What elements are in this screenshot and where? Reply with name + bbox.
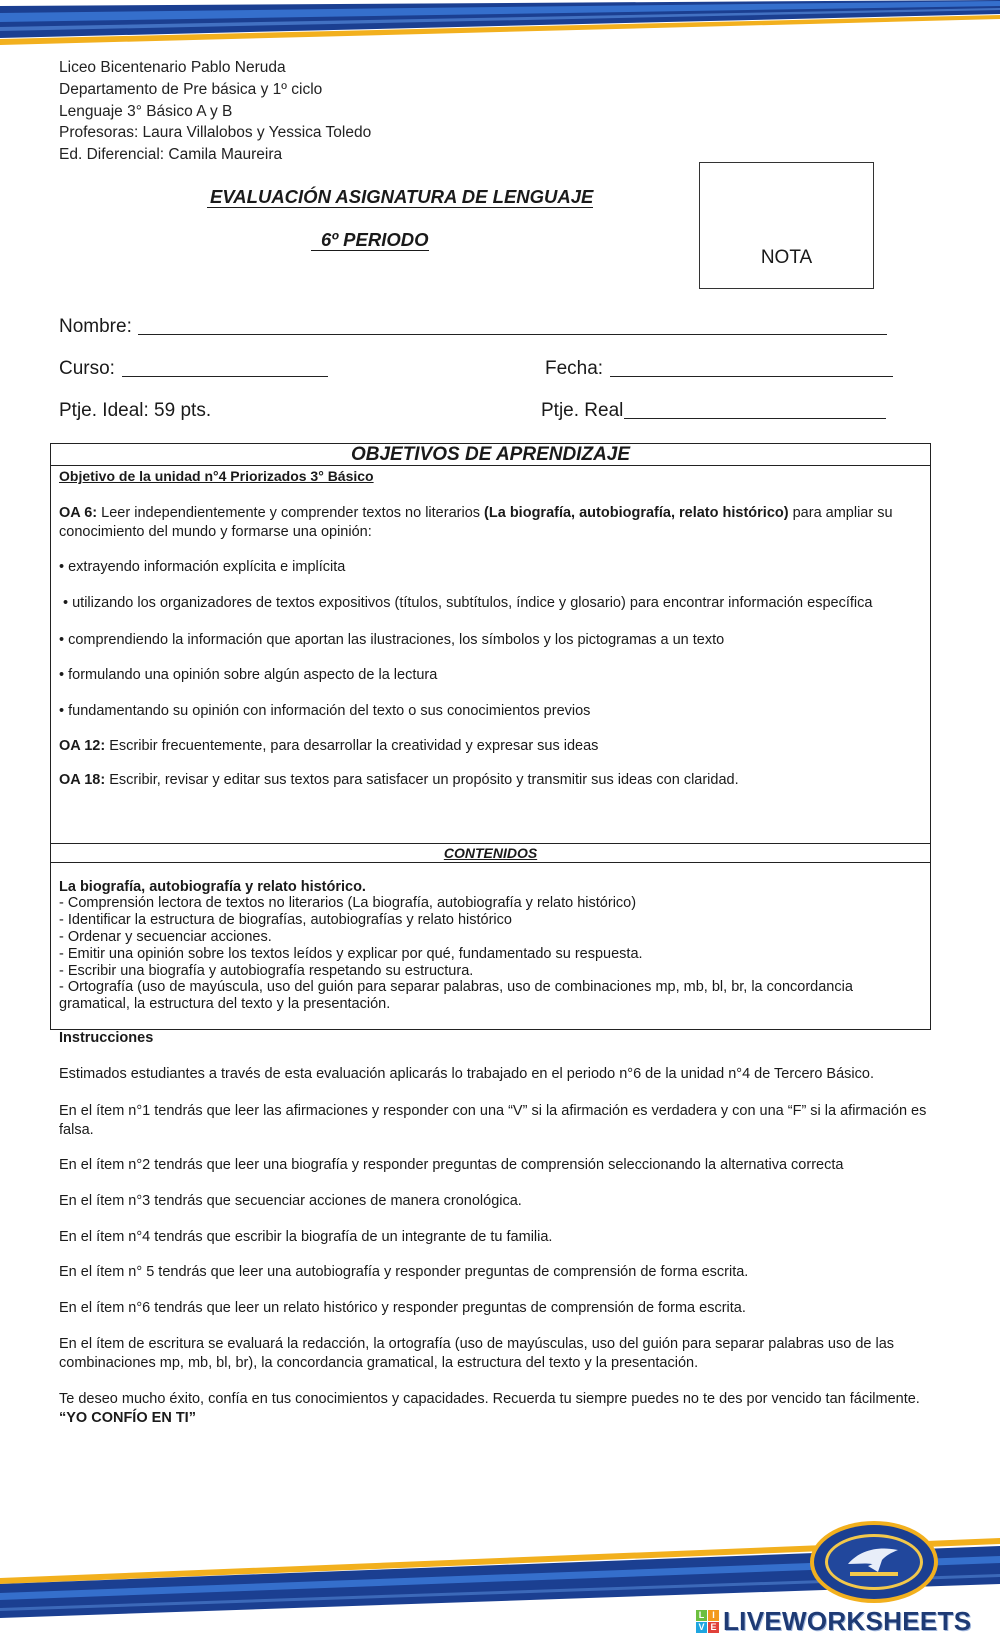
liveworksheets-badge-icon — [696, 1610, 719, 1633]
instruction-paragraph: En el ítem n°3 tendrás que secuenciar acciones de manera cronológica. — [59, 1192, 522, 1209]
subject-grade: Lenguaje 3° Básico A y B — [59, 102, 233, 120]
contents-item: - Escribir una biografía y autobiografía respetando su estructura. — [59, 962, 474, 979]
liveworksheets-logo — [696, 1607, 996, 1637]
table-divider — [51, 862, 930, 863]
oa6-text-b: para ampliar su conocimiento del mundo y formarse una opinión: — [59, 504, 893, 540]
special-education: Ed. Diferencial: Camila Maureira — [59, 146, 283, 164]
instruction-paragraph: En el ítem n°6 tendrás que leer un relato histórico y responder preguntas de comprensión de forma escrita. — [59, 1299, 746, 1316]
contents-item: - Ortografía (uso de mayúscula, uso del guión para separar palabras, uso de combinaciones mp, mb, bl, br, la concordancia gramatical, la estructura del texto y la presentación. — [59, 979, 853, 1013]
name-blank-line — [138, 334, 887, 335]
real-score-blank-line — [624, 418, 886, 419]
page-title: EVALUACIÓN ASIGNATURA DE LENGUAJE — [207, 186, 593, 208]
school-crest-icon — [808, 1520, 940, 1604]
closing-message — [59, 1390, 944, 1428]
instruction-paragraph: En el ítem n°1 tendrás que leer las afirmaciones y responder con una “V” si la afirmación es verdadera y con una “F” si la afirmación es falsa. — [59, 1102, 927, 1138]
objectives-table — [50, 443, 931, 1030]
objective-bullet: • extrayendo información explícita e implícita — [59, 558, 346, 575]
oa18-objective — [59, 771, 923, 790]
contents-item: - Comprensión lectora de textos no literarios (La biografía, autobiografía y relato histórico) — [59, 895, 637, 912]
oa12-code: OA 12: — [59, 737, 106, 754]
real-score-row — [541, 399, 886, 423]
contents-title: La biografía, autobiografía y relato histórico. — [59, 878, 366, 895]
contents-list — [59, 879, 925, 1013]
unit-objective-title: Objetivo de la unidad n°4 Priorizados 3° Básico — [59, 468, 374, 484]
instruction-paragraph: En el ítem n°4 tendrás que escribir la biografía de un integrante de tu familia. — [59, 1228, 553, 1245]
oa6-emphasis: (La biografía, autobiografía, relato histórico) — [484, 504, 789, 521]
oa18-code: OA 18: — [59, 771, 106, 788]
badge-letter: I — [708, 1610, 719, 1621]
course-blank-line — [122, 376, 328, 377]
oa6-code: OA 6: — [59, 504, 98, 521]
name-label: Nombre: — [59, 316, 132, 337]
date-label: Fecha: — [545, 358, 604, 379]
period-title: 6º PERIODO — [311, 229, 429, 251]
instructions-heading: Instrucciones — [59, 1030, 154, 1046]
course-label: Curso: — [59, 358, 115, 379]
grade-label: NOTA — [760, 247, 813, 268]
objective-bullet: • formulando una opinión sobre algún aspecto de la lectura — [59, 666, 438, 683]
instruction-paragraph: Estimados estudiantes a través de esta evaluación aplicarás lo trabajado en el periodo n°6 de la unidad n°4 de Tercero Básico. — [59, 1065, 874, 1082]
objective-bullet: • comprendiendo la información que aportan las ilustraciones, los símbolos y los pictogramas a un texto — [59, 631, 725, 648]
real-score-label: Ptje. Real — [541, 400, 624, 421]
department: Departamento de Pre básica y 1º ciclo — [59, 80, 323, 98]
contents-item: - Emitir una opinión sobre los textos leídos y explicar por qué, fundamentado su respuesta. — [59, 945, 643, 962]
badge-letter: E — [708, 1622, 719, 1633]
instruction-paragraph: En el ítem n°2 tendrás que leer una biografía y responder preguntas de comprensión seleccionando la alternativa correcta — [59, 1156, 844, 1173]
badge-letter: L — [696, 1610, 707, 1621]
objectives-heading: OBJETIVOS DE APRENDIZAJE — [350, 444, 631, 465]
grade-box — [699, 162, 874, 289]
instruction-paragraph: En el ítem de escritura se evaluará la redacción, la ortografía (uso de mayúsculas, uso del guión para separar palabras uso de las combinaciones mp, mb, bl, br), la concordancia gramatical, la estructura del texto y la presentación. — [59, 1335, 895, 1371]
name-row — [59, 315, 887, 339]
objective-bullet: • utilizando los organizadores de textos expositivos (títulos, subtítulos, índice y glosario) para encontrar información específica — [63, 594, 873, 611]
table-divider — [51, 465, 930, 466]
course-row — [59, 357, 328, 381]
closing-emphasis: “YO CONFÍO EN TI” — [59, 1409, 196, 1426]
contents-heading: CONTENIDOS — [443, 845, 538, 861]
date-blank-line — [610, 376, 893, 377]
school-header — [59, 57, 371, 166]
top-banner — [0, 0, 1000, 52]
oa12-objective — [59, 737, 923, 756]
oa18-text: Escribir, revisar y editar sus textos para satisfacer un propósito y transmitir sus ideas con claridad. — [105, 771, 739, 788]
contents-item: - Identificar la estructura de biografías, autobiografías y relato histórico — [59, 912, 512, 929]
school-name: Liceo Bicentenario Pablo Neruda — [59, 59, 286, 76]
badge-letter: V — [696, 1622, 707, 1633]
ideal-score: Ptje. Ideal: 59 pts. — [59, 400, 212, 421]
oa6-objective — [59, 504, 923, 542]
objective-bullet: • fundamentando su opinión con información del texto o sus conocimientos previos — [59, 702, 591, 719]
instruction-paragraph: En el ítem n° 5 tendrás que leer una autobiografía y responder preguntas de comprensión de forma escrita. — [59, 1263, 749, 1280]
date-row — [545, 357, 893, 381]
oa12-text: Escribir frecuentemente, para desarrollar la creatividad y expresar sus ideas — [105, 737, 599, 754]
contents-item: - Ordenar y secuenciar acciones. — [59, 928, 272, 945]
oa6-text-a: Leer independientemente y comprender textos no literarios — [97, 504, 485, 521]
teachers: Profesoras: Laura Villalobos y Yessica Toledo — [59, 124, 372, 142]
closing-text: Te deseo mucho éxito, confía en tus conocimientos y capacidades. Recuerda tu siempre puedes no te des por vencido tan fácilmente. — [59, 1390, 920, 1407]
liveworksheets-wordmark: LIVEWORKSHEETS — [723, 1606, 972, 1636]
